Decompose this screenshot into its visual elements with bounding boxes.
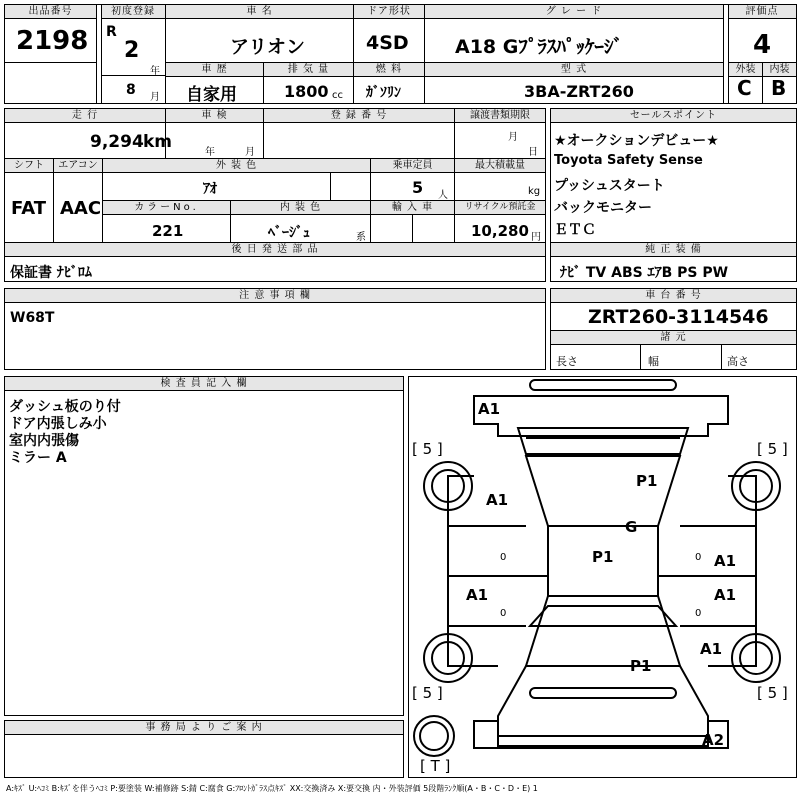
load-header: 最大積載量 <box>455 159 545 173</box>
fuel-header: 燃 料 <box>354 63 424 77</box>
history-header: 車 歴 <box>166 63 263 77</box>
intcolor-header: 内 装 色 <box>231 201 370 215</box>
damage-mark: P1 <box>636 472 658 490</box>
model-value: 3BA-ZRT260 <box>524 82 634 101</box>
import-header: 輸 入 車 <box>371 201 454 215</box>
sales-line: プッシュスタート <box>554 178 665 194</box>
inspection-year: 年 <box>205 147 215 158</box>
ac-value: AAC <box>60 198 102 219</box>
window-mark: 0 <box>695 552 702 563</box>
mileage-value: 9,294 <box>90 132 144 152</box>
equip-value: ﾅﾋﾞ TV ABS ｴｱB PS PW <box>560 265 729 281</box>
inspector-line: 室内内張傷 <box>9 433 79 449</box>
legend: A:ｷｽﾞ U:ﾍｺﾐ B:ｷｽﾞを伴うﾍｺﾐ P:要塗装 W:補修跡 S:錆 C:腐食 G:ﾌﾛﾝﾄｶﾞﾗｽ点ｷｽﾞ XX:交換済み X:要交換 内・外装評価 5段階ﾗﾝｸ順(A・B・C・D・E) 1 <box>6 784 538 793</box>
dims-header: 諸 元 <box>551 331 796 345</box>
window-mark: 0 <box>500 608 507 619</box>
reg-month: 8 <box>126 82 136 98</box>
notes-value: W68T <box>10 310 55 326</box>
inspector-line: ドア内張しみ小 <box>9 416 107 432</box>
damage-mark: P1 <box>630 657 652 675</box>
disp-value: 1800 <box>284 82 329 101</box>
sales-line: ＥＴＣ <box>554 222 596 238</box>
chassis-value: ZRT260-3114546 <box>588 306 769 328</box>
door-value: 4SD <box>366 32 409 54</box>
tire-mark: [ 5 ] <box>757 440 788 458</box>
damage-mark: A1 <box>714 552 737 570</box>
int-header: 内装 <box>763 63 796 77</box>
shift-value: FAT <box>11 198 47 219</box>
disp-unit: cc <box>332 90 343 101</box>
name-value: アリオン <box>230 36 306 58</box>
load-unit: kg <box>528 186 541 197</box>
intcolor-unit: 系 <box>356 232 366 243</box>
mileage-unit: km <box>143 132 173 152</box>
color-value: ｱｵ <box>203 181 217 197</box>
damage-mark: A1 <box>714 586 737 604</box>
dims-width: 幅 <box>648 355 659 368</box>
inspector-header: 検 査 員 記 入 欄 <box>5 377 403 391</box>
lot-value: 2198 <box>16 26 89 56</box>
int-value: B <box>771 76 787 100</box>
reg-year: 2 <box>124 38 140 63</box>
tire-mark: [ T ] <box>420 757 451 775</box>
window-mark: 0 <box>695 608 702 619</box>
window-mark: 0 <box>500 552 507 563</box>
equip-header: 純 正 装 備 <box>551 243 796 257</box>
capacity-unit: 人 <box>438 190 448 201</box>
sales-header: セールスポイント <box>551 109 796 123</box>
inspection-month: 月 <box>245 147 255 158</box>
score-value: 4 <box>753 30 772 60</box>
fuel-value: ｶﾞｿﾘﾝ <box>366 85 401 101</box>
tire-mark: [ 5 ] <box>412 684 443 702</box>
recycle-value: 10,280 <box>471 222 529 240</box>
sales-line: バックモニター <box>554 200 652 216</box>
damage-mark: A1 <box>466 586 489 604</box>
damage-mark: A1 <box>486 491 509 509</box>
transfer-header: 譲渡書類期限 <box>455 109 545 123</box>
regno-header: 登 録 番 号 <box>264 109 454 123</box>
damage-mark: A2 <box>702 731 725 749</box>
history-value: 自家用 <box>186 85 237 105</box>
tire-mark: [ 5 ] <box>412 440 443 458</box>
inspection-header: 車 検 <box>166 109 263 123</box>
damage-mark: P1 <box>592 548 614 566</box>
transfer-month: 月 <box>508 132 518 143</box>
inspector-line: ダッシュ板のり付 <box>9 399 121 415</box>
ac-header: エアコン <box>54 159 102 173</box>
notes-header: 注 意 事 項 欄 <box>5 289 545 303</box>
ext-header: 外装 <box>729 63 762 77</box>
later-header: 後 日 発 送 部 品 <box>5 243 545 257</box>
tire-mark: [ 5 ] <box>757 684 788 702</box>
score-header: 評価点 <box>728 5 796 19</box>
damage-mark: A1 <box>478 400 501 418</box>
colorno-value: 221 <box>152 222 184 240</box>
damage-mark: G <box>625 518 638 536</box>
reg-era: R <box>106 24 117 40</box>
dims-length: 長さ <box>556 355 578 368</box>
capacity-value: 5 <box>412 178 424 197</box>
intcolor-value: ﾍﾞｰｼﾞｭ <box>268 225 310 241</box>
lot-header: 出品番号 <box>5 5 96 19</box>
later-value: 保証書 ﾅﾋﾞﾛﾑ <box>10 265 92 281</box>
colorno-header: カラーNo. <box>103 201 230 215</box>
reg-year-unit: 年 <box>150 66 160 77</box>
reg-header: 初度登録 <box>101 5 165 19</box>
capacity-header: 乗車定員 <box>371 159 454 173</box>
inspector-line: ミラー A <box>9 450 67 466</box>
chassis-header: 車 台 番 号 <box>551 289 796 303</box>
sales-line: ★オークションデビュー★ <box>554 133 719 149</box>
grade-value: A18 Gﾌﾟﾗｽﾊﾟｯｹｰｼﾞ <box>455 36 623 58</box>
color-header: 外 装 色 <box>103 159 370 173</box>
name-header: 車 名 <box>166 5 353 19</box>
dims-height: 高さ <box>727 355 749 368</box>
car-diagram-drawing <box>408 376 797 778</box>
door-header: ドア形状 <box>354 5 424 19</box>
mileage-header: 走 行 <box>5 109 165 123</box>
ext-value: C <box>737 76 752 100</box>
shift-header: シフト <box>5 159 53 173</box>
grade-header: グ レ ー ド <box>425 5 723 19</box>
recycle-header: リサイクル預託金 <box>455 201 545 215</box>
reg-month-unit: 月 <box>150 92 160 103</box>
damage-mark: A1 <box>700 640 723 658</box>
office-header: 事 務 局 よ り ご 案 内 <box>5 721 403 735</box>
recycle-unit: 円 <box>531 232 541 243</box>
transfer-day: 日 <box>528 147 538 158</box>
disp-header: 排 気 量 <box>264 63 353 77</box>
sales-line: Toyota Safety Sense <box>554 153 703 168</box>
model-header: 型 式 <box>425 63 723 77</box>
